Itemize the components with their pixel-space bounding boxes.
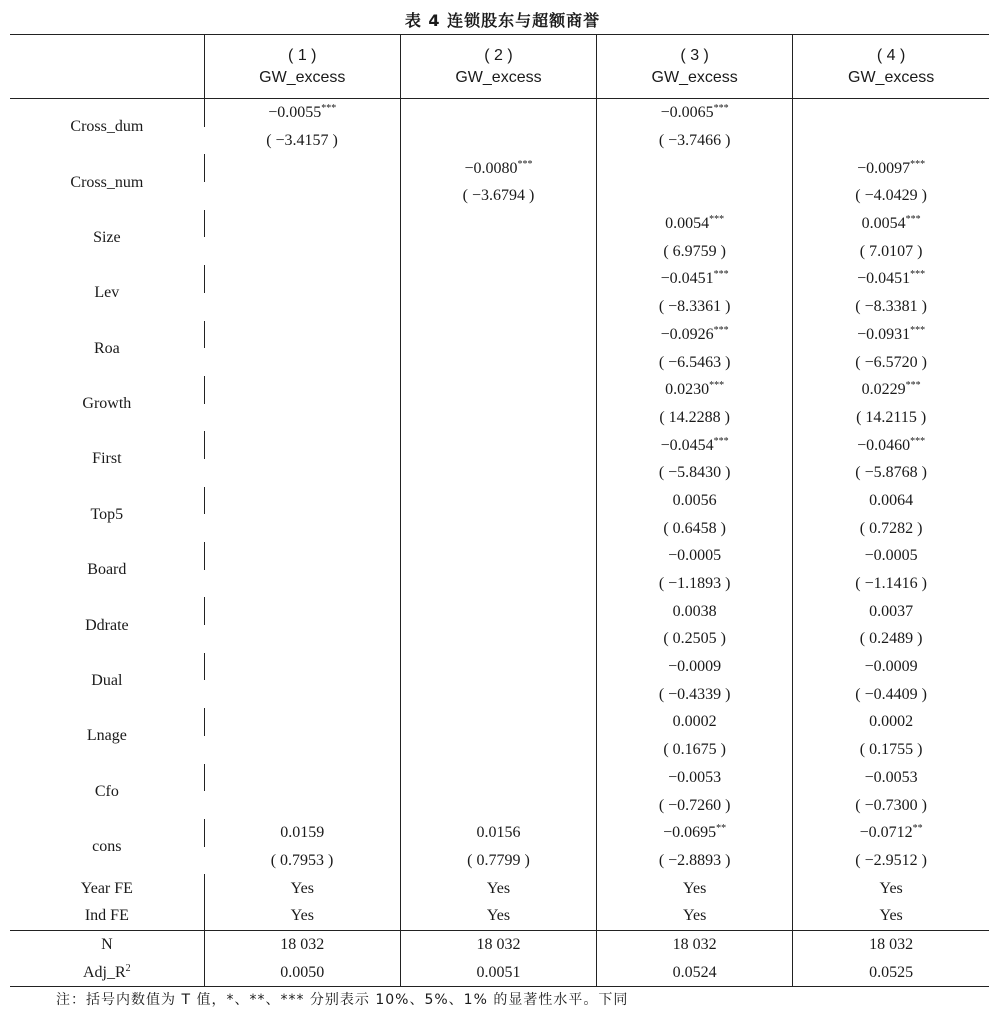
t-stat-cell: ( 0.7799 ) [400,847,596,875]
coef-value: 0.0159 [280,824,325,842]
variable-label: Cross_num [70,173,144,191]
coef-value: −0.0065 [660,104,714,122]
variable-label: Roa [93,339,120,357]
coef-cell [793,653,989,681]
t-stat-cell: ( 0.7953 ) [270,851,334,869]
significance-stars: *** [905,214,921,226]
coef-value: 0.0002 [869,713,914,731]
statistic-row [10,930,989,958]
coef-cell [204,210,400,238]
variable-label [10,958,204,986]
coef-cell [400,210,596,238]
coef-cell [597,653,793,681]
coef-cell [204,542,400,570]
coef-row [10,99,989,127]
column-number: ( 3 ) [680,46,709,64]
significance-stars: *** [709,380,725,392]
coef-row [10,487,989,515]
coef-cell [793,708,989,736]
coef-value: 0.0054 [861,215,906,233]
significance-stars: *** [709,214,725,226]
coef-value: 0.0002 [672,713,717,731]
header-row [10,35,989,99]
coef-value: −0.0080 [464,159,518,177]
coef-row [10,431,989,459]
significance-stars: *** [713,435,729,447]
coef-cell [400,653,596,681]
variable-label: Size [93,228,121,246]
t-stat-cell: ( 14.2288 ) [597,404,793,432]
variable-label: Top5 [90,505,124,523]
statistic-cell: 0.0524 [597,958,793,986]
t-stat-cell: ( −8.3381 ) [793,293,989,321]
coef-cell [400,376,596,404]
variable-label: Year FE [80,879,133,897]
coef-row [10,321,989,349]
coef-value: 0.0054 [665,215,710,233]
coef-value: −0.0053 [864,768,918,786]
coef-cell [793,99,989,127]
t-stat-cell: ( 0.7282 ) [793,514,989,542]
coef-row [10,154,989,182]
fixed-effect-row [10,902,989,930]
fe-cell: Yes [400,902,596,930]
variable-label: Lnage [86,727,127,745]
t-stat-cell [204,404,400,432]
significance-stars: *** [910,158,926,170]
coef-cell [597,708,793,736]
t-stat-cell [400,736,596,764]
statistic-cell: 18 032 [597,930,793,958]
t-stat-cell [204,736,400,764]
column-label: GW_excess [651,68,738,86]
coef-value: 0.0230 [665,381,710,399]
significance-stars: *** [713,103,729,115]
t-stat-cell [400,570,596,598]
coef-value: 0.0037 [869,602,914,620]
coef-cell [793,210,989,238]
column-label: GW_excess [848,68,935,86]
fe-cell: Yes [597,902,793,930]
fe-cell: Yes [204,902,400,930]
t-stat-cell: ( 6.9759 ) [597,237,793,265]
statistic-name: N [101,935,113,953]
column-header [793,35,989,99]
fe-cell: Yes [597,874,793,902]
coef-cell [400,542,596,570]
coef-cell [204,321,400,349]
statistic-cell: 18 032 [793,930,989,958]
t-stat-cell [400,404,596,432]
variable-label: Ind FE [84,907,129,925]
variable-label: Ddrate [85,616,129,634]
t-stat-cell [400,514,596,542]
significance-stars: *** [713,324,729,336]
variable-label [10,930,204,958]
coef-value: −0.0005 [668,547,722,565]
coef-value: −0.0009 [668,658,722,676]
coef-value: −0.0055 [268,104,322,122]
t-stat-cell: ( −6.5463 ) [597,348,793,376]
coef-row [10,597,989,625]
coef-value: −0.0926 [660,325,714,343]
coef-value: −0.0931 [857,325,911,343]
coef-value: −0.0451 [857,270,911,288]
t-stat-cell: ( −6.5720 ) [793,348,989,376]
coef-cell [793,764,989,792]
significance-stars: *** [910,324,926,336]
coef-value: −0.0053 [668,768,722,786]
coef-value: 0.0038 [672,602,717,620]
coef-cell [793,154,989,182]
significance-stars: *** [910,435,926,447]
coef-value: −0.0097 [857,159,911,177]
regression-table [10,34,989,987]
coef-cell [204,653,400,681]
statistic-cell: 0.0051 [400,958,596,986]
coef-cell [204,487,400,515]
coef-cell [204,376,400,404]
coef-value: −0.0695 [663,824,717,842]
coef-cell [400,154,596,182]
coef-row [10,210,989,238]
coef-row [10,708,989,736]
t-stat-cell: ( 7.0107 ) [793,237,989,265]
coef-value: 0.0156 [476,824,521,842]
coef-cell [597,376,793,404]
coef-row [10,542,989,570]
variable-label: Board [87,561,127,579]
t-stat-cell [204,459,400,487]
coef-value: 0.0229 [861,381,906,399]
t-stat-cell: ( −1.1416 ) [793,570,989,598]
fe-cell: Yes [793,902,989,930]
t-stat-cell: ( 0.1755 ) [793,736,989,764]
t-stat-cell [204,680,400,708]
t-stat-cell: ( −3.7466 ) [597,127,793,155]
t-stat-cell: ( 0.2489 ) [793,625,989,653]
t-stat-cell [400,459,596,487]
coef-cell [597,819,793,847]
t-stat-cell: ( −2.8893 ) [597,847,793,875]
coef-cell [400,265,596,293]
fe-cell: Yes [400,874,596,902]
t-stat-cell [400,625,596,653]
coef-cell [204,764,400,792]
significance-stars: *** [713,269,729,281]
significance-stars: *** [910,269,926,281]
coef-cell [597,487,793,515]
significance-stars: *** [321,103,337,115]
t-stat-cell [204,791,400,819]
t-stat-cell [204,182,400,210]
t-stat-cell [793,127,989,155]
variable-label: Lev [94,284,120,302]
coef-row [10,764,989,792]
coef-cell [597,154,793,182]
t-stat-cell [400,127,596,155]
coef-cell [400,764,596,792]
coef-cell [597,597,793,625]
coef-cell [793,265,989,293]
t-stat-cell: ( −5.8430 ) [597,459,793,487]
coef-cell [597,321,793,349]
statistic-cell: 18 032 [400,930,596,958]
table-note: 注：括号内数值为 T 值，*、**、*** 分别表示 10%、5%、1% 的显著性水平。下同 [56,992,629,1008]
t-stat-cell [204,237,400,265]
t-stat-cell: ( −0.4409 ) [793,680,989,708]
column-header [204,35,400,99]
coef-cell [597,265,793,293]
significance-stars: *** [517,158,533,170]
significance-stars: ** [716,823,727,835]
coef-row [10,819,989,847]
coef-cell [204,819,400,847]
variable-label: Cfo [94,782,119,800]
t-stat-cell: ( −0.7260 ) [597,791,793,819]
t-stat-cell [400,791,596,819]
coef-value: −0.0712 [859,824,913,842]
coef-row [10,265,989,293]
column-label: GW_excess [259,68,346,86]
t-stat-cell [400,680,596,708]
t-stat-cell [204,293,400,321]
variable-label: First [92,450,122,468]
t-stat-cell [204,348,400,376]
fixed-effect-row [10,874,989,902]
t-stat-cell: ( 0.1675 ) [597,736,793,764]
t-stat-cell: ( −3.6794 ) [400,182,596,210]
column-number: ( 4 ) [876,46,906,64]
coef-value: 0.0056 [672,491,717,509]
coef-cell [597,431,793,459]
coef-value: −0.0009 [864,658,918,676]
coef-cell [793,819,989,847]
coef-row [10,376,989,404]
coef-cell [400,487,596,515]
coef-cell [204,154,400,182]
statistic-row [10,958,989,986]
t-stat-cell: ( 14.2115 ) [793,404,989,432]
fe-cell: Yes [204,874,400,902]
coef-cell [793,431,989,459]
coef-cell [793,487,989,515]
t-stat-cell: ( −2.9512 ) [793,847,989,875]
column-label: GW_excess [455,68,542,86]
coef-cell [204,597,400,625]
statistic-name: Adj_R [83,963,126,981]
coef-value: −0.0460 [857,436,911,454]
t-stat-cell [400,293,596,321]
header-corner [10,35,204,99]
column-number: ( 2 ) [484,46,513,64]
t-stat-cell: ( −1.1893 ) [597,570,793,598]
coef-cell [793,376,989,404]
t-stat-cell: ( −5.8768 ) [793,459,989,487]
column-number: ( 1 ) [288,46,317,64]
variable-label: Cross_dum [70,118,144,136]
significance-stars: ** [912,823,923,835]
t-stat-cell [400,348,596,376]
t-stat-cell [204,514,400,542]
coef-value: −0.0451 [660,270,714,288]
variable-label: Growth [82,395,132,413]
coef-value: 0.0064 [869,491,914,509]
coef-cell [597,99,793,127]
t-stat-cell: ( −8.3361 ) [597,293,793,321]
table-body [10,99,989,987]
statistic-cell: 0.0050 [204,958,400,986]
column-header [597,35,793,99]
t-stat-cell: ( 0.2505 ) [597,625,793,653]
t-stat-cell: ( −3.4157 ) [266,132,338,150]
statistic-cell: 0.0525 [793,958,989,986]
variable-label: cons [92,838,122,856]
coef-row [10,653,989,681]
coef-value: −0.0454 [660,436,714,454]
coef-cell [400,597,596,625]
coef-cell [204,99,400,127]
coef-cell [400,321,596,349]
coef-cell [204,431,400,459]
coef-cell [204,708,400,736]
t-stat-cell: ( −0.7300 ) [793,791,989,819]
coef-cell [400,431,596,459]
t-stat-cell [597,182,793,210]
t-stat-cell: ( 0.6458 ) [597,514,793,542]
coef-cell [793,542,989,570]
t-stat-cell [400,237,596,265]
coef-cell [597,542,793,570]
coef-cell [793,321,989,349]
t-stat-cell: ( −4.0429 ) [793,182,989,210]
coef-cell [204,265,400,293]
t-stat-cell: ( −0.4339 ) [597,680,793,708]
coef-value: −0.0005 [864,547,918,565]
statistic-cell: 18 032 [204,930,400,958]
coef-cell [400,819,596,847]
fe-cell: Yes [793,874,989,902]
t-stat-cell [204,625,400,653]
coef-cell [793,597,989,625]
table-caption: 表 4 连锁股东与超额商誉 [404,11,601,30]
coef-cell [597,210,793,238]
coef-cell [400,99,596,127]
significance-stars: *** [905,380,921,392]
variable-label: Dual [91,671,123,689]
coef-cell [400,708,596,736]
t-stat-cell [204,570,400,598]
coef-cell [597,764,793,792]
column-header [400,35,596,99]
statistic-superscript: 2 [125,962,131,974]
